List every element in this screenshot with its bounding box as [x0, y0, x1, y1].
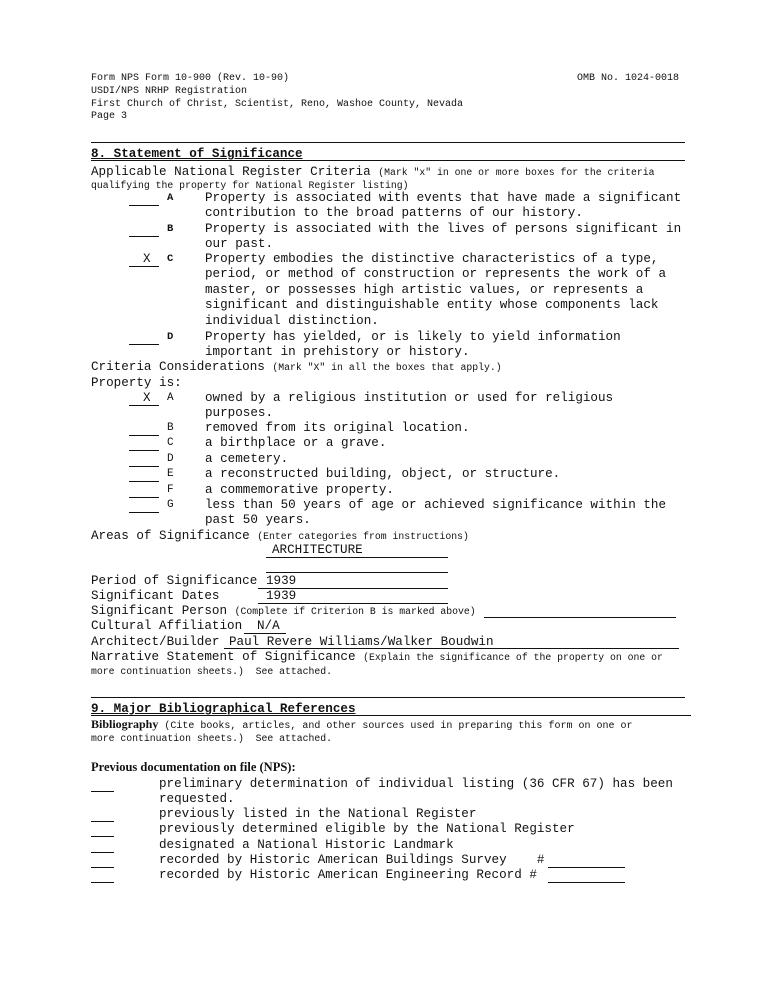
affiliation-value[interactable]: N/A — [257, 619, 280, 633]
previous-doc-text-line: requested. — [159, 792, 235, 807]
consideration-letter-d: D — [167, 453, 174, 465]
criterion-text-line: Property embodies the distinctive characteristics of a type, — [205, 252, 659, 266]
criterion-checkbox-d[interactable] — [129, 344, 159, 345]
bibliography-line: Bibliography (Cite books, articles, and other sources used in preparing this form on one or — [91, 717, 633, 732]
previous-doc-checkbox[interactable] — [91, 867, 114, 868]
narrative-note-continued: more continuation sheets.) See attached. — [91, 666, 333, 677]
previous-doc-text-line: previously determined eligible by the National Register — [159, 822, 575, 836]
property-is-label: Property is: — [91, 376, 182, 390]
omb-number: OMB No. 1024-0018 — [577, 73, 680, 84]
criterion-text-line: significant and distinguishable entity whose components lack — [205, 298, 659, 313]
consideration-checkbox-f[interactable] — [129, 497, 159, 498]
consideration-checkbox-g[interactable] — [129, 512, 159, 513]
record-number-field[interactable] — [548, 867, 625, 868]
bibliography-note-continued: more continuation sheets.) See attached. — [91, 733, 333, 744]
page-number: Page 3 — [91, 111, 128, 122]
record-number-field[interactable] — [548, 882, 625, 883]
dates-value[interactable]: 1939 — [266, 589, 297, 603]
architect-value[interactable]: Paul Revere Williams/Walker Boudwin — [229, 635, 494, 649]
agency-line: USDI/NPS NRHP Registration — [91, 86, 248, 97]
architect-label: Architect/Builder — [91, 635, 220, 649]
consideration-text-line: past 50 years. — [205, 513, 311, 528]
criterion-checkbox-b[interactable] — [129, 236, 159, 237]
consideration-letter-g: G — [167, 499, 174, 511]
affiliation-blank — [244, 633, 286, 634]
consideration-text-line: a reconstructed building, object, or structure. — [205, 467, 561, 481]
previous-doc-checkbox[interactable] — [91, 836, 114, 837]
criteria-note-continued: qualifying the property for National Register listing) — [91, 180, 409, 191]
consideration-letter-c: C — [167, 437, 174, 449]
previous-doc-text-line: preliminary determination of individual listing (36 CFR 67) has been — [159, 777, 673, 791]
criterion-checkbox-a[interactable] — [129, 205, 159, 206]
criterion-text-line: master, or possesses high artistic values, or represents a — [205, 282, 644, 297]
section9-rule — [91, 697, 685, 698]
criterion-text-line: individual distinction. — [205, 313, 379, 328]
previous-doc-text-line: previously listed in the National Register — [159, 807, 477, 821]
consideration-text-line: a birthplace or a grave. — [205, 436, 387, 450]
person-blank[interactable] — [484, 617, 676, 618]
consideration-letter-f: F — [167, 484, 174, 496]
areas-value[interactable]: ARCHITECTURE — [272, 543, 363, 557]
affiliation-label: Cultural Affiliation — [91, 619, 243, 633]
criterion-letter-c: C — [167, 253, 174, 265]
consideration-text-line: purposes. — [205, 406, 274, 421]
consideration-text-line: a cemetery. — [205, 452, 289, 466]
criterion-letter-d: D — [167, 331, 174, 343]
areas-blank-2[interactable] — [266, 572, 448, 573]
section8-heading-rule — [91, 160, 685, 161]
consideration-letter-a: A — [167, 392, 174, 404]
previous-doc-text-line: designated a National Historic Landmark — [159, 838, 454, 852]
consideration-mark-a[interactable]: X — [143, 391, 151, 405]
considerations-label: Criteria Considerations (Mark "X" in all the boxes that apply.) — [91, 360, 502, 374]
previous-doc-checkbox[interactable] — [91, 852, 114, 853]
criterion-text-line: important in prehistory or history. — [205, 345, 470, 360]
consideration-text-line: a commemorative property. — [205, 483, 394, 497]
section8-heading: 8. Statement of Significance — [91, 147, 303, 161]
section8-rule — [91, 142, 685, 143]
consideration-text-line: owned by a religious institution or used for religious — [205, 391, 614, 405]
narrative-label: Narrative Statement of Significance (Explain the significance of the property on one or — [91, 650, 663, 664]
criterion-text-line: contribution to the broad patterns of our history. — [205, 206, 583, 221]
period-label: Period of Significance — [91, 574, 258, 588]
previous-doc-checkbox[interactable] — [91, 882, 114, 883]
previous-doc-checkbox[interactable] — [91, 821, 114, 822]
criterion-letter-b: B — [167, 223, 174, 235]
criterion-text-line: period, or method of construction or represents the work of a — [205, 267, 667, 282]
criterion-text-line: Property is associated with events that have made a significant — [205, 191, 682, 205]
previous-doc-text-line: recorded by Historic American Buildings Survey # — [159, 853, 545, 867]
consideration-checkbox-b[interactable] — [129, 435, 159, 436]
previous-doc-checkbox[interactable] — [91, 791, 114, 792]
criterion-letter-a: A — [167, 192, 174, 204]
criteria-label: Applicable National Register Criteria (Mark "x" in one or more boxes for the criteria — [91, 165, 655, 179]
previous-documentation-label: Previous documentation on file (NPS): — [91, 760, 296, 774]
dates-label: Significant Dates — [91, 589, 220, 603]
criterion-mark-c[interactable]: X — [143, 252, 151, 266]
consideration-text-line: removed from its original location. — [205, 421, 470, 435]
criterion-text-line: Property has yielded, or is likely to yield information — [205, 330, 621, 344]
consideration-checkbox-e[interactable] — [129, 481, 159, 482]
architect-blank — [224, 648, 679, 649]
consideration-checkbox-d[interactable] — [129, 466, 159, 467]
form-number: Form NPS Form 10-900 (Rev. 10-90) — [91, 73, 290, 84]
consideration-text-line: less than 50 years of age or achieved significance within the — [205, 498, 667, 512]
property-line: First Church of Christ, Scientist, Reno, Washoe County, Nevada — [91, 99, 464, 110]
person-label: Significant Person (Complete if Criterion B is marked above) — [91, 604, 476, 618]
areas-blank-1 — [266, 557, 448, 558]
section9-heading: 9. Major Bibliographical References — [91, 702, 356, 716]
section9-heading-rule — [91, 715, 691, 716]
period-value[interactable]: 1939 — [266, 574, 297, 588]
areas-label: Areas of Significance (Enter categories from instructions) — [91, 529, 469, 543]
previous-doc-text-line: recorded by Historic American Engineering Record # — [159, 868, 537, 882]
consideration-checkbox-c[interactable] — [129, 450, 159, 451]
consideration-letter-b: B — [167, 422, 174, 434]
criterion-text-line: our past. — [205, 237, 274, 252]
criterion-text-line: Property is associated with the lives of persons significant in — [205, 222, 682, 236]
consideration-letter-e: E — [167, 468, 174, 480]
